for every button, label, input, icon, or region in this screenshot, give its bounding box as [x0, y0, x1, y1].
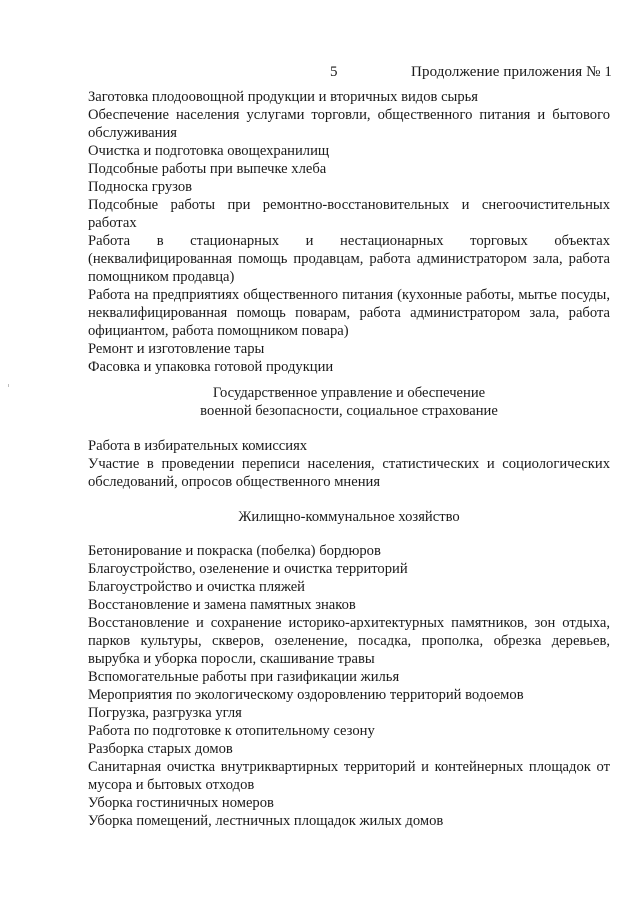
list-item: Уборка гостиничных номеров [88, 795, 274, 811]
list-item: Подсобные работы при ремонтно-восстановительных и снегоочистительных работах [88, 197, 610, 231]
list-item: Подноска грузов [88, 179, 193, 195]
section-title-line: военной безопасности, социальное страхование [200, 403, 498, 419]
section-title-government [88, 384, 610, 420]
list-item: Вспомогательные работы при газификации жилья [88, 669, 400, 685]
section-title-line: Государственное управление и обеспечение [212, 385, 486, 401]
appendix-continuation-label: Продолжение приложения № 1 [411, 64, 612, 80]
list-item: Фасовка и упаковка готовой продукции [88, 359, 334, 375]
list-item: Благоустройство, озеленение и очистка территорий [88, 561, 408, 577]
section-title-line: Жилищно-коммунальное хозяйство [238, 509, 460, 525]
scan-margin-mark [8, 384, 9, 387]
list-item: Уборка помещений, лестничных площадок жилых домов [88, 813, 444, 829]
list-government [88, 437, 610, 491]
page-number: 5 [330, 64, 338, 80]
list-item: Обеспечение населения услугами торговли, общественного питания и бытового обслуживания [88, 107, 610, 141]
list-item: Очистка и подготовка овощехранилищ [88, 143, 330, 159]
list-item: Работа на предприятиях общественного питания (кухонные работы, мытье посуды, неквалифицированная помощь поварам, работа администратором зала, работа официантом, работа помощником повара) [88, 287, 610, 339]
section-title-housing [88, 508, 610, 526]
list-item: Разборка старых домов [88, 741, 233, 757]
list-trade-services [88, 88, 610, 376]
list-item: Участие в проведении переписи населения, статистических и социологических обследований, опросов общественного мнения [88, 456, 610, 490]
list-item: Работа по подготовке к отопительному сезону [88, 723, 375, 739]
list-item: Санитарная очистка внутриквартирных территорий и контейнерных площадок от мусора и бытовых отходов [88, 759, 610, 793]
list-item: Погрузка, разгрузка угля [88, 705, 242, 721]
list-item: Подсобные работы при выпечке хлеба [88, 161, 327, 177]
list-item: Работа в избирательных комиссиях [88, 438, 308, 454]
list-item: Благоустройство и очистка пляжей [88, 579, 305, 595]
list-item: Восстановление и замена памятных знаков [88, 597, 356, 613]
list-item: Мероприятия по экологическому оздоровлению территорий водоемов [88, 687, 524, 703]
list-item: Работа в стационарных и нестационарных торговых объектах (неквалифицированная помощь продавцам, работа администратором зала, работа помощником продавца) [88, 233, 610, 285]
list-item: Восстановление и сохранение историко-архитектурных памятников, зон отдыха, парков культуры, скверов, озеленение, посадка, прополка, обрезка деревьев, вырубка и уборка поросли, скашивание травы [88, 615, 610, 667]
list-item: Ремонт и изготовление тары [88, 341, 265, 357]
page-header [0, 64, 640, 84]
list-housing [88, 542, 610, 830]
list-item: Заготовка плодоовощной продукции и вторичных видов сырья [88, 89, 479, 105]
list-item: Бетонирование и покраска (побелка) бордюров [88, 543, 381, 559]
